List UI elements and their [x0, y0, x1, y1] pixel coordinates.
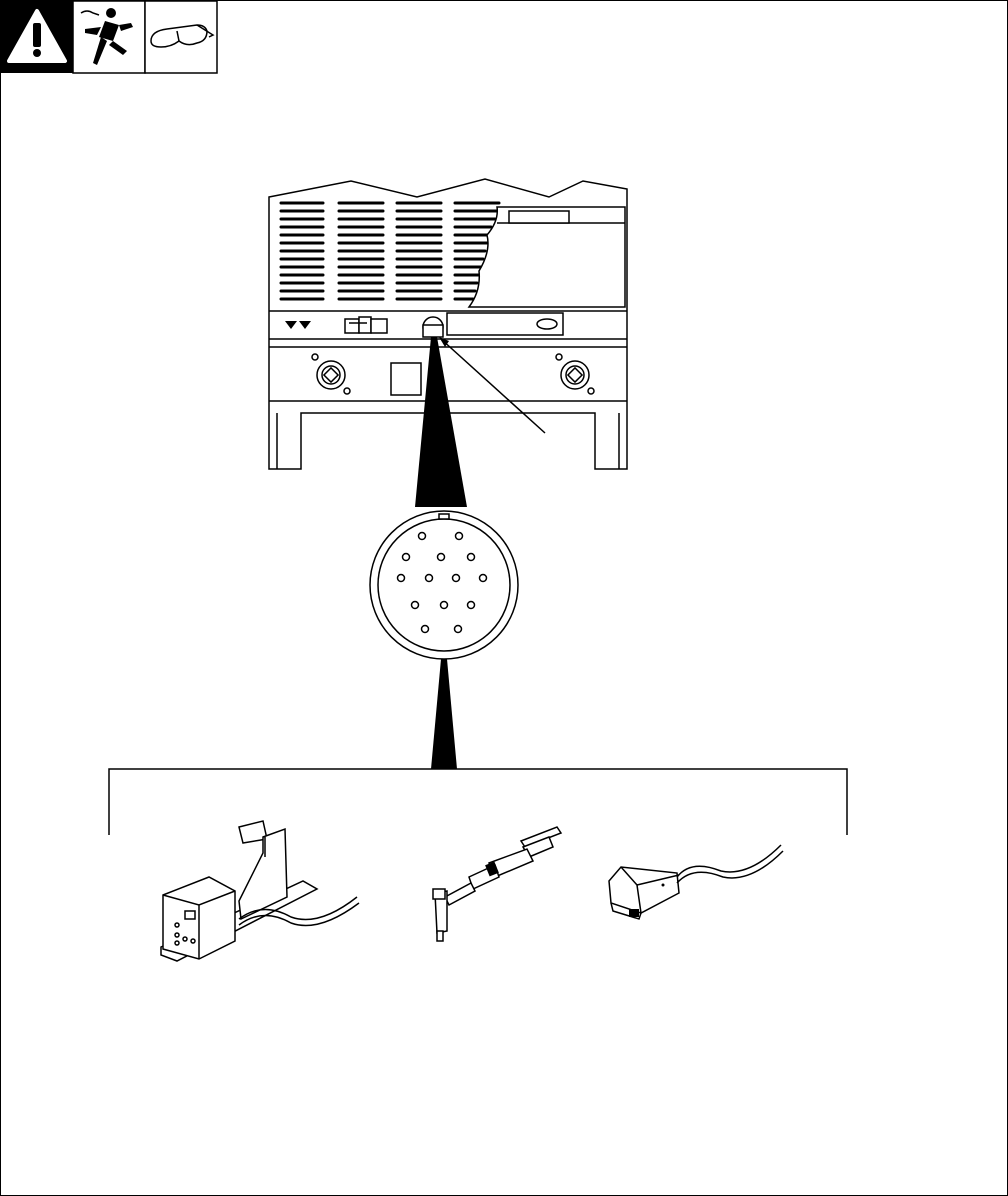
- remote-14-receptacle: [423, 317, 443, 337]
- accessory-bracket: [109, 769, 847, 835]
- foot-control-icon: [609, 845, 783, 919]
- diagram-canvas: [1, 1, 1007, 1195]
- connector-key: [439, 514, 449, 519]
- safety-icon-strip: [1, 1, 217, 73]
- connector-14-pin-detail: [370, 511, 518, 659]
- meter-window: [447, 313, 563, 335]
- zoom-beam-lower: [431, 659, 457, 769]
- remote-control-box-icon: [161, 821, 359, 961]
- finger-control-torch-icon: [433, 827, 561, 941]
- power-switch: [345, 317, 387, 333]
- nameplate: [509, 211, 569, 223]
- front-panel-plate: [391, 363, 421, 395]
